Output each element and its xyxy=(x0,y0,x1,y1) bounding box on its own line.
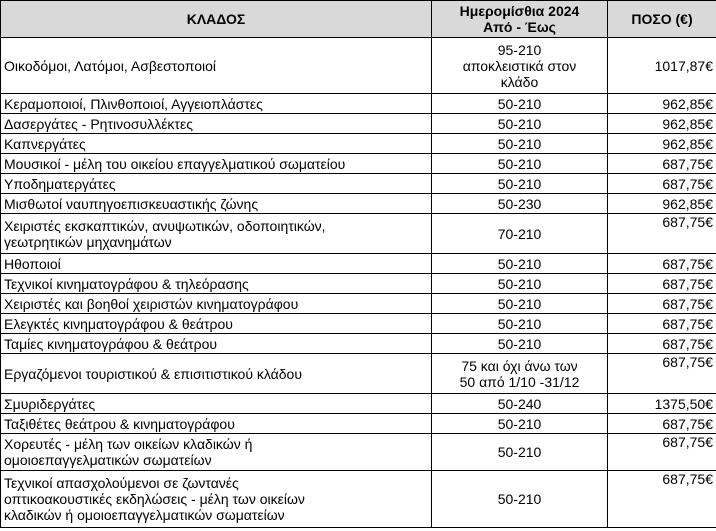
sector-cell: Ταξιθέτες θεάτρου & κινηματογράφου xyxy=(1,414,432,434)
table-row xyxy=(1,414,716,434)
table-row xyxy=(1,434,716,471)
amount-cell: 687,75€ xyxy=(608,274,716,294)
amount-cell: 687,75€ xyxy=(608,354,716,394)
table-row xyxy=(1,354,716,394)
sector-cell xyxy=(1,434,432,471)
table-row xyxy=(1,394,716,414)
sector-cell: Υποδηματεργάτες xyxy=(1,174,432,194)
days-cell: 50-210 xyxy=(432,274,608,294)
days-cell xyxy=(432,354,608,394)
sector-cell: Σμυριδεργάτες xyxy=(1,394,432,414)
days-cell: 50-210 xyxy=(432,254,608,274)
header-days-line2: Από - Έως xyxy=(483,19,556,35)
table-row xyxy=(1,114,716,134)
sector-cell: Εργαζόμενοι τουριστικού & επισιτιστικού κλάδου xyxy=(1,354,432,394)
amount-cell: 962,85€ xyxy=(608,94,716,114)
sector-cell: Ταμίες κινηματογράφου & θεάτρου xyxy=(1,334,432,354)
table-row xyxy=(1,174,716,194)
days-cell: 50-240 xyxy=(432,394,608,414)
days-line: 95-210 xyxy=(497,41,542,58)
amount-cell: 687,75€ xyxy=(608,334,716,354)
sector-line: κλαδικών ή ομοιοεπαγγελματικών σωματείων xyxy=(4,507,285,523)
sector-line: γεωτρητικών μηχανημάτων xyxy=(4,233,172,250)
table-row xyxy=(1,134,716,154)
days-cell: 50-210 xyxy=(432,294,608,314)
header-amount: ΠΟΣΟ (€) xyxy=(608,1,716,38)
sector-cell: Καπνεργάτες xyxy=(1,134,432,154)
sector-line: Χορευτές - μέλη των οικείων κλαδικών ή xyxy=(4,436,253,452)
table-row xyxy=(1,194,716,214)
days-cell: 50-210 xyxy=(432,174,608,194)
table-row xyxy=(1,294,716,314)
header-sector: ΚΛΑΔΟΣ xyxy=(1,1,432,38)
sector-cell: Δασεργάτες - Ρητινοσυλλέκτες xyxy=(1,114,432,134)
header-days xyxy=(432,1,608,38)
sector-cell: Τεχνικοί κινηματογράφου & τηλεόρασης xyxy=(1,274,432,294)
sector-cell: Κεραμοποιοί, Πλινθοποιοί, Αγγειοπλάστες xyxy=(1,94,432,114)
sector-cell xyxy=(1,214,432,254)
table-row xyxy=(1,314,716,334)
amount-cell: 687,75€ xyxy=(608,154,716,174)
sector-cell: Μισθωτοί ναυπηγοεπισκευαστικής ζώνης xyxy=(1,194,432,214)
days-cell: 70-210 xyxy=(432,214,608,254)
amount-cell: 687,75€ xyxy=(608,314,716,334)
days-cell: 50-230 xyxy=(432,194,608,214)
days-cell: 50-210 xyxy=(432,314,608,334)
amount-cell: 1017,87€ xyxy=(608,38,716,94)
amount-cell: 962,85€ xyxy=(608,194,716,214)
table-row xyxy=(1,254,716,274)
days-cell: 50-210 xyxy=(432,434,608,471)
amount-cell: 687,75€ xyxy=(608,294,716,314)
sector-cell: Ηθοποιοί xyxy=(1,254,432,274)
days-cell: 50-210 xyxy=(432,134,608,154)
header-days-line1: Ημερομίσθια 2024 xyxy=(459,3,580,19)
amount-cell: 687,75€ xyxy=(608,434,716,471)
table-row xyxy=(1,154,716,174)
days-cell: 50-210 xyxy=(432,414,608,434)
days-line: 50 από 1/10 -31/12 xyxy=(459,373,580,390)
header-row xyxy=(1,1,716,38)
sector-line: οπτικοακουστικές εκδηλώσεις - μέλη των οικείων xyxy=(4,491,305,507)
days-cell: 50-210 xyxy=(432,154,608,174)
sector-line: Χειριστές εκσκαπτικών, ανυψωτικών, οδοποιητικών, xyxy=(4,217,326,234)
amount-cell: 687,75€ xyxy=(608,174,716,194)
amount-cell: 962,85€ xyxy=(608,114,716,134)
sector-line: Τεχνικοί απασχολούμενοι σε ζωντανές xyxy=(4,475,239,491)
amount-cell: 687,75€ xyxy=(608,214,716,254)
amount-cell: 1375,50€ xyxy=(608,394,716,414)
table-row xyxy=(1,94,716,114)
table-row xyxy=(1,38,716,94)
days-cell: 50-210 xyxy=(432,94,608,114)
amount-cell: 962,85€ xyxy=(608,134,716,154)
table-row xyxy=(1,214,716,254)
table-row xyxy=(1,471,716,528)
sector-cell xyxy=(1,471,432,528)
sector-cell: Μουσικοί - μέλη του οικείου επαγγελματικού σωματείου xyxy=(1,154,432,174)
days-line: 75 και όχι άνω των xyxy=(461,357,578,374)
table-row xyxy=(1,334,716,354)
days-cell: 50-210 xyxy=(432,471,608,528)
days-line: αποκλειστικά στον xyxy=(462,57,577,74)
sector-line: ομοιοεπαγγελματικών σωματείων xyxy=(4,452,212,468)
days-cell xyxy=(432,38,608,94)
days-cell: 50-210 xyxy=(432,114,608,134)
table-row xyxy=(1,274,716,294)
sector-cell: Ελεγκτές κινηματογράφου & θεάτρου xyxy=(1,314,432,334)
amount-cell: 687,75€ xyxy=(608,471,716,528)
days-cell: 50-210 xyxy=(432,334,608,354)
amount-cell: 687,75€ xyxy=(608,254,716,274)
sector-cell: Οικοδόμοι, Λατόμοι, Ασβεστοποιοί xyxy=(1,38,432,94)
sector-cell: Χειριστές και βοηθοί χειριστών κινηματογράφου xyxy=(1,294,432,314)
days-line: κλάδο xyxy=(500,73,539,90)
amount-cell: 687,75€ xyxy=(608,414,716,434)
